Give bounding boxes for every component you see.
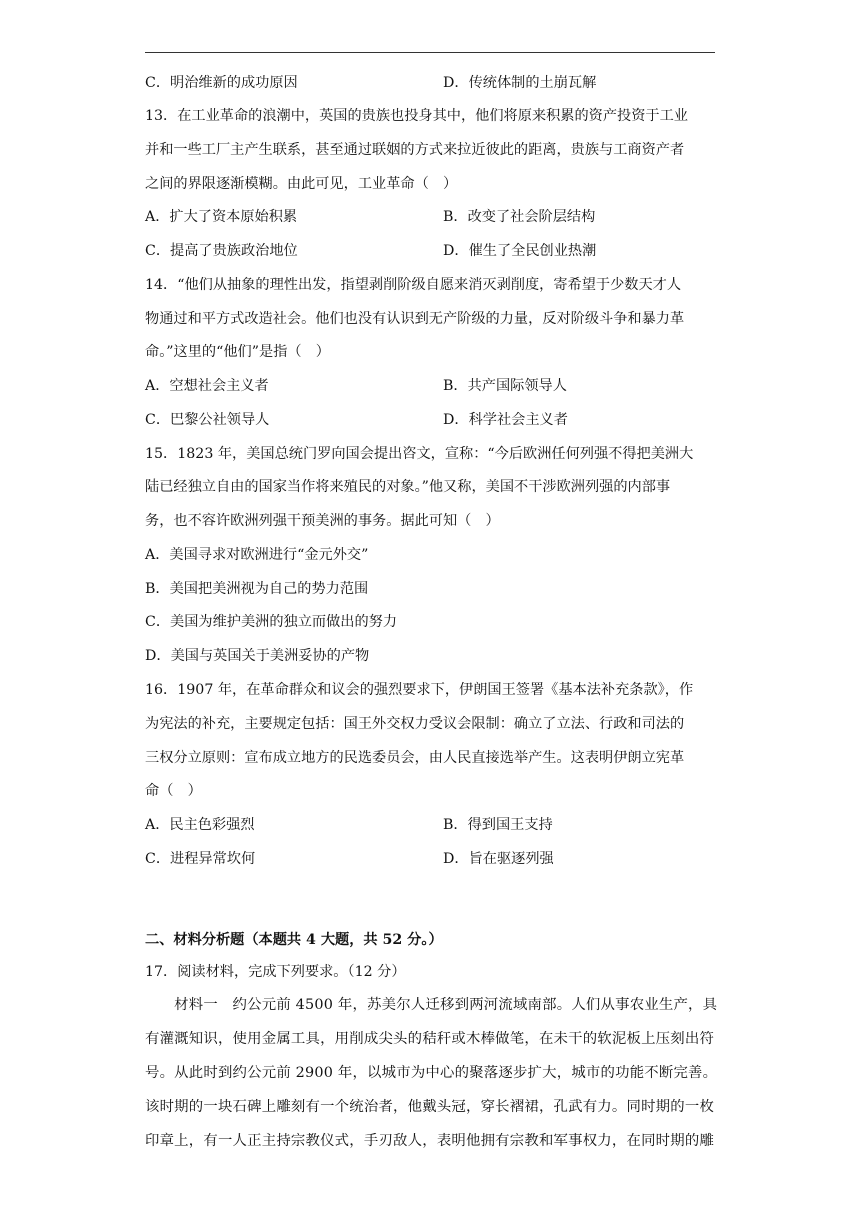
- q16-stem-line-2: 为宪法的补充，主要规定包括：国王外交权力受议会限制：确立了立法、行政和司法的: [145, 716, 685, 732]
- q14-option-b: B．共产国际领导人: [443, 378, 567, 394]
- q17-prompt: 17．阅读材料，完成下列要求。（12 分）: [145, 964, 406, 980]
- q16-option-b: B．得到国王支持: [443, 817, 553, 833]
- q17-material-line-1: 材料一 约公元前 4500 年，苏美尔人迁移到两河流域南部。人们从事农业生产，具: [145, 997, 718, 1013]
- q14-stem-line-3: 命。”这里的“他们”是指（ ）: [145, 344, 330, 360]
- q17-material-line-2: 有灌溉知识，使用金属工具，用削成尖头的秸秆或木棒做笔，在未干的软泥板上压刻出符: [145, 1031, 715, 1047]
- section-title: 二、材料分析题（本题共 4 大题，共 52 分。）: [145, 932, 443, 948]
- q12-option-c: C．明治维新的成功原因: [145, 75, 298, 91]
- q15-stem-line-1: 15．1823 年，美国总统门罗向国会提出咨文，宣称：“今后欧洲任何列强不得把美洲大: [145, 446, 694, 462]
- q17-material-line-5: 印章上，有一人正主持宗教仪式，手刃敌人，表明他拥有宗教和军事权力，在同时期的雕: [145, 1133, 715, 1149]
- q13-option-c: C．提高了贵族政治地位: [145, 243, 298, 259]
- q13-stem-line-2: 并和一些工厂主产生联系，甚至通过联姻的方式来拉近彼此的距离，贵族与工商资产者: [145, 142, 685, 158]
- q16-stem-line-1: 16．1907 年，在革命群众和议会的强烈要求下，伊朗国王签署《基本法补充条款》，作: [145, 682, 694, 698]
- q16-stem-line-4: 命（ ）: [145, 783, 202, 799]
- q16-option-c: C．进程异常坎何: [145, 851, 256, 867]
- q15-option-c: C．美国为维护美洲的独立而做出的努力: [145, 614, 398, 630]
- q15-option-b: B．美国把美洲视为自己的势力范围: [145, 581, 369, 597]
- q17-material-line-4: 该时期的一块石碑上雕刻有一个统治者，他戴头冠，穿长褶裙，孔武有力。同时期的一枚: [145, 1099, 715, 1115]
- q14-option-a: A．空想社会主义者: [145, 378, 269, 394]
- q15-stem-line-3: 务，也不容许欧洲列强干预美洲的事务。据此可知（ ）: [145, 513, 500, 529]
- q14-stem-line-1: 14．“他们从抽象的理性出发，指望剥削阶级自愿来消灭剥削度，寄希望于少数天才人: [145, 277, 682, 293]
- q16-stem-line-3: 三权分立原则：宣布成立地方的民选委员会，由人民直接选举产生。这表明伊朗立宪革: [145, 750, 685, 766]
- header-rule: [145, 52, 715, 53]
- q13-option-d: D．催生了全民创业热潮: [443, 243, 597, 259]
- q16-option-a: A．民主色彩强烈: [145, 817, 255, 833]
- q15-option-a: A．美国寻求对欧洲进行“金元外交”: [145, 547, 369, 563]
- q14-option-c: C．巴黎公社领导人: [145, 412, 270, 428]
- q13-stem-line-3: 之间的界限逐渐模糊。由此可见，工业革命（ ）: [145, 176, 458, 192]
- q13-option-a: A．扩大了资本原始积累: [145, 209, 298, 225]
- q15-option-d: D．美国与英国关于美洲妥协的产物: [145, 648, 370, 664]
- q14-stem-line-2: 物通过和平方式改造社会。他们也没有认识到无产阶级的力量，反对阶级斗争和暴力革: [145, 311, 685, 327]
- q17-material-line-3: 号。从此时到约公元前 2900 年，以城市为中心的聚落逐步扩大，城市的功能不断完善。: [145, 1065, 718, 1081]
- q14-option-d: D．科学社会主义者: [443, 412, 568, 428]
- q12-option-d: D．传统体制的土崩瓦解: [443, 75, 597, 91]
- q13-stem-line-1: 13．在工业革命的浪潮中，英国的贵族也投身其中，他们将原来积累的资产投资于工业: [145, 108, 688, 124]
- q15-stem-line-2: 陆已经独立自由的国家当作将来殖民的对象。”他又称，美国不干涉欧洲列强的内部事: [145, 479, 671, 495]
- q13-option-b: B．改变了社会阶层结构: [443, 209, 596, 225]
- q16-option-d: D．旨在驱逐列强: [443, 851, 554, 867]
